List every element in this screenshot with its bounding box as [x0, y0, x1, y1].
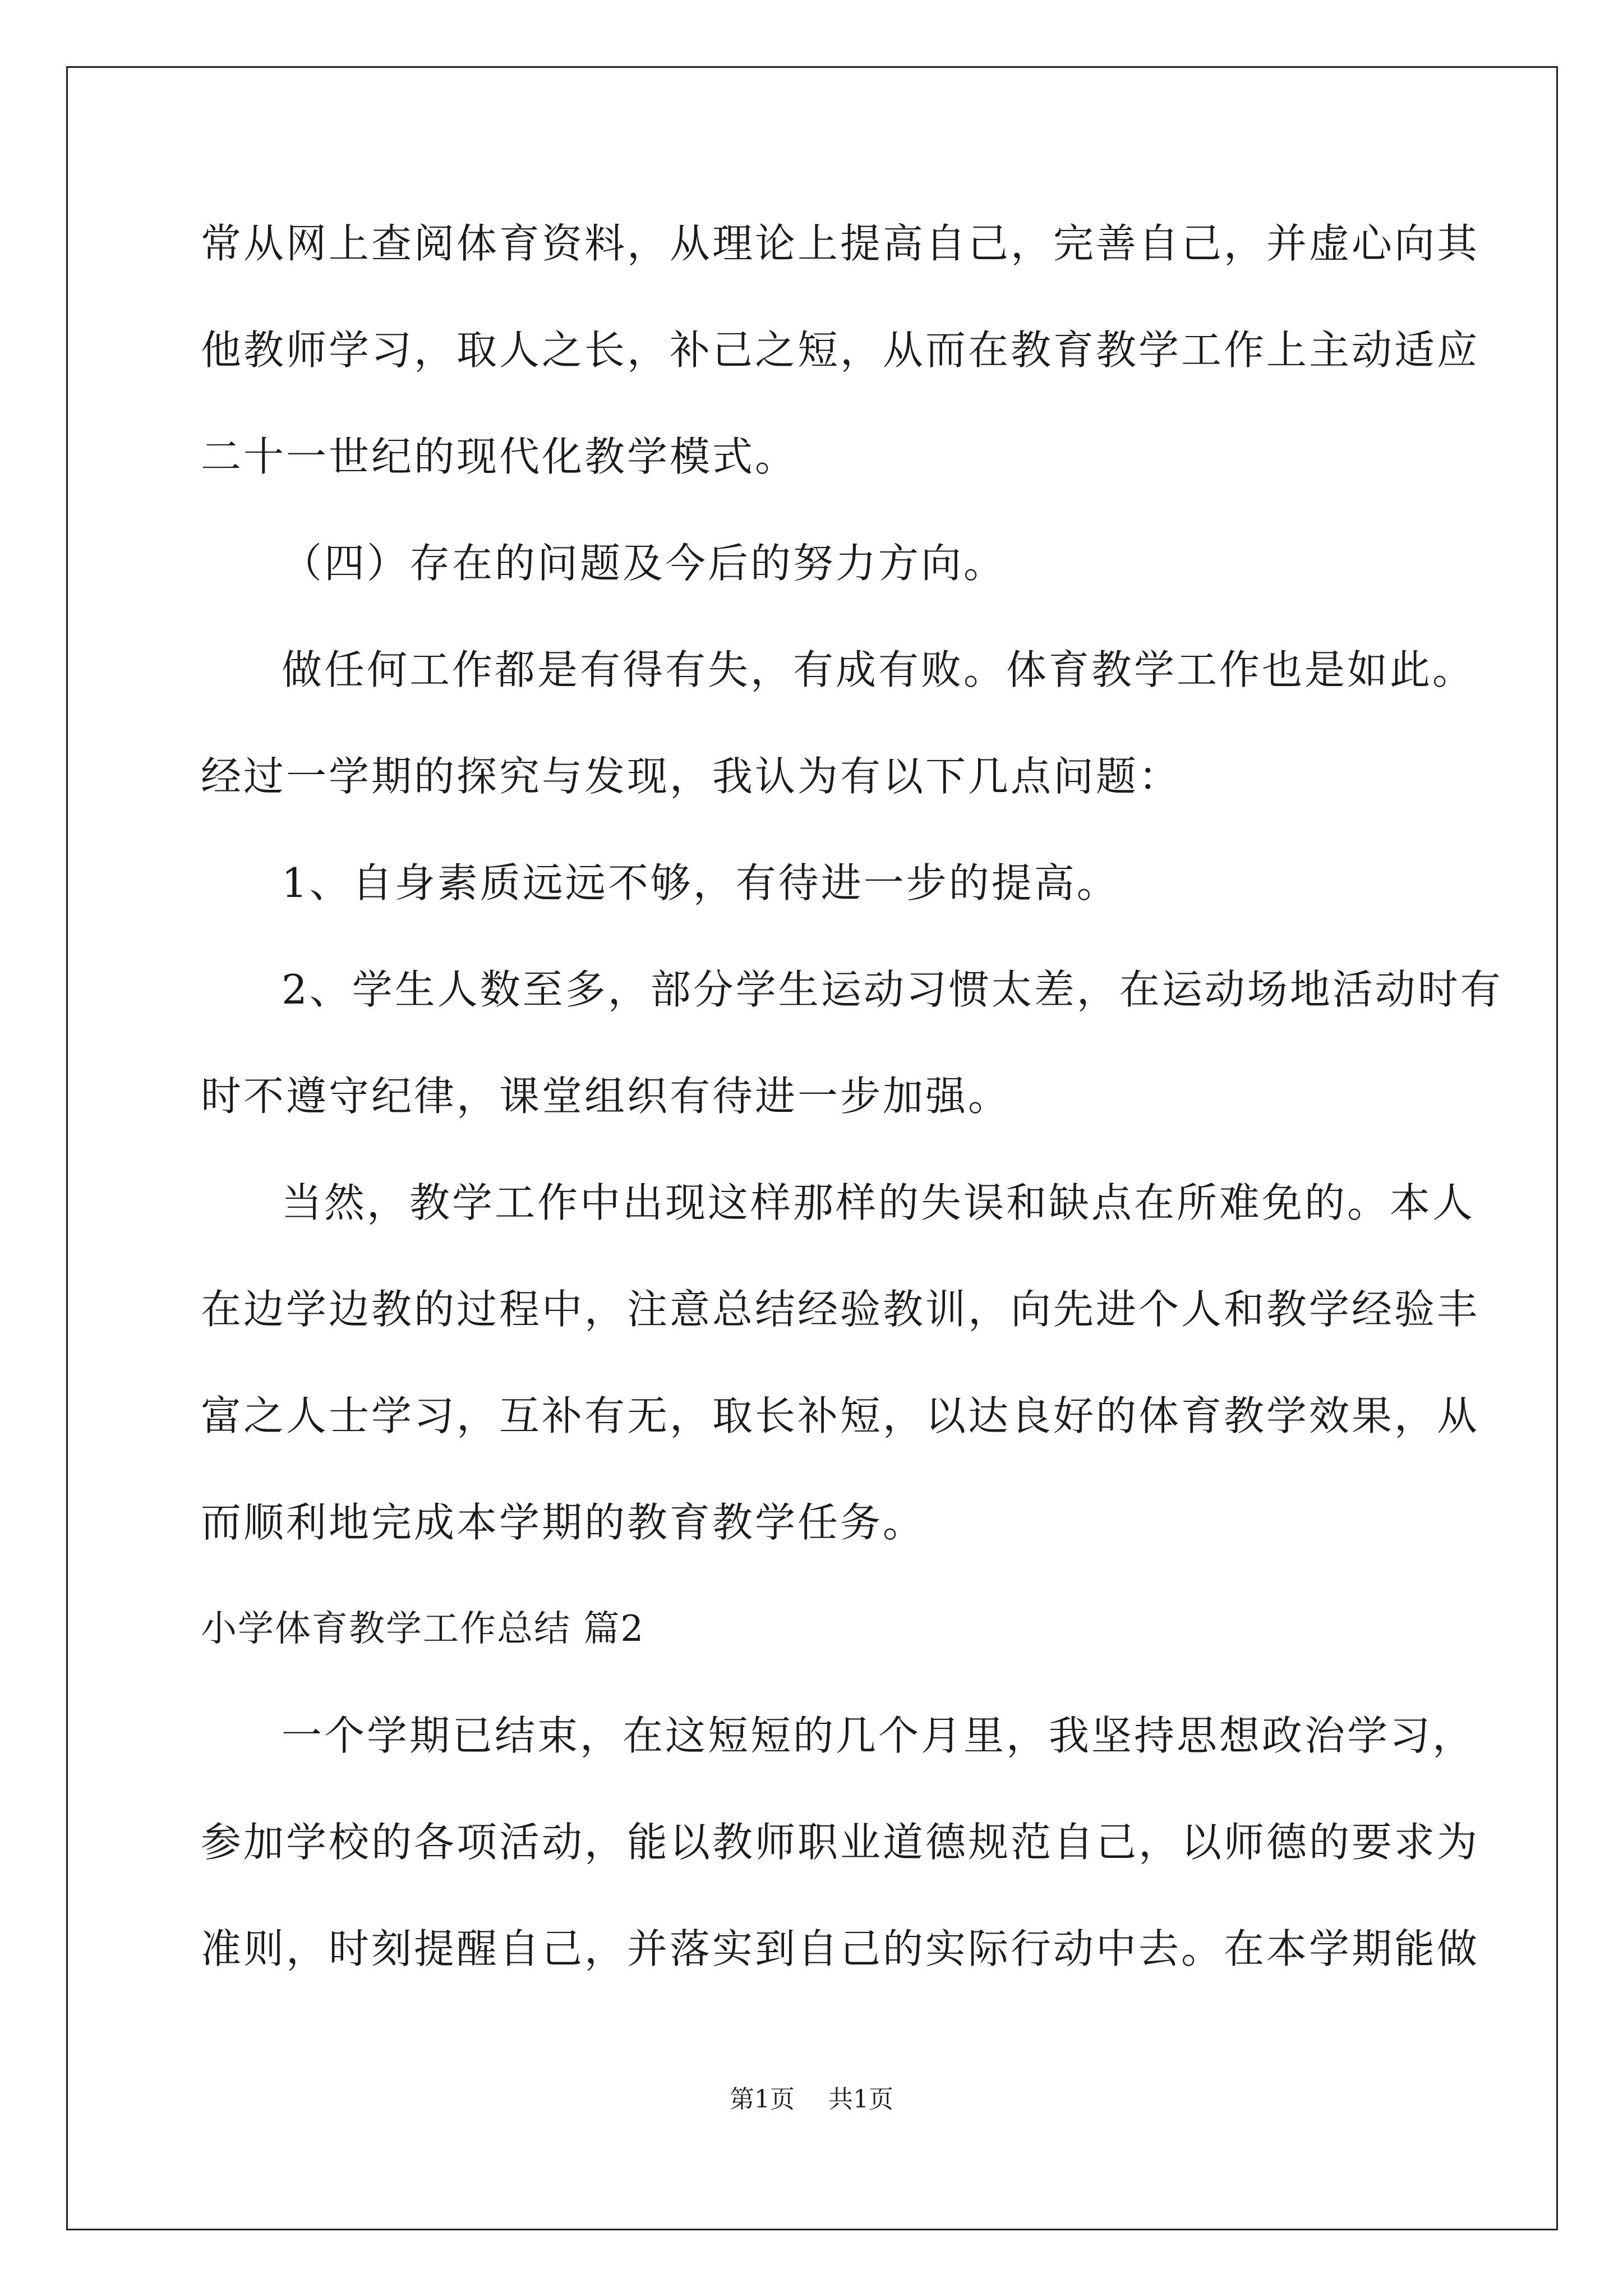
paragraph-line: 参加学校的各项活动，能以教师职业道德规范自己，以师德的要求为 — [201, 1819, 1480, 1866]
page-footer — [0, 2083, 1623, 2116]
page-total: 共1页 — [828, 2085, 893, 2114]
list-item: 2、学生人数至多，部分学生运动习惯太差，在运动场地活动时有 — [282, 966, 1503, 1013]
paragraph-line: 他教师学习，取人之长，补己之短，从而在教育教学工作上主动适应 — [201, 326, 1480, 374]
page-number: 第1页 — [730, 2085, 795, 2114]
article-title: 小学体育教学工作总结 篇2 — [201, 1608, 645, 1650]
paragraph-line: 在边学边教的过程中，注意总结经验教训，向先进个人和教学经验丰 — [201, 1286, 1480, 1333]
list-item: 1、自身素质远远不够，有待进一步的提高。 — [282, 859, 1119, 907]
paragraph-line: 做任何工作都是有得有失，有成有败。体育教学工作也是如此。 — [282, 646, 1476, 693]
paragraph-line: 经过一学期的探究与发现，我认为有以下几点问题： — [201, 753, 1182, 800]
paragraph-line: 富之人士学习，互补有无，取长补短，以达良好的体育教学效果，从 — [201, 1392, 1480, 1439]
paragraph-line: 二十一世纪的现代化教学模式。 — [201, 433, 798, 480]
paragraph-line: 常从网上查阅体育资料，从理论上提高自己，完善自己，并虚心向其 — [201, 220, 1480, 267]
paragraph-line: 时不遵守纪律，课堂组织有待进一步加强。 — [201, 1073, 1011, 1120]
paragraph-line: 当然，教学工作中出现这样那样的失误和缺点在所难免的。本人 — [282, 1179, 1476, 1226]
paragraph-line: 准则，时刻提醒自己，并落实到自己的实际行动中去。在本学期能做 — [201, 1925, 1480, 1972]
section-heading: （四）存在的问题及今后的努力方向。 — [282, 540, 1007, 587]
paragraph-line: 而顺利地完成本学期的教育教学任务。 — [201, 1499, 926, 1546]
document-body — [201, 215, 1503, 2027]
paragraph-line: 一个学期已结束，在这短短的几个月里，我坚持思想政治学习， — [282, 1712, 1476, 1759]
